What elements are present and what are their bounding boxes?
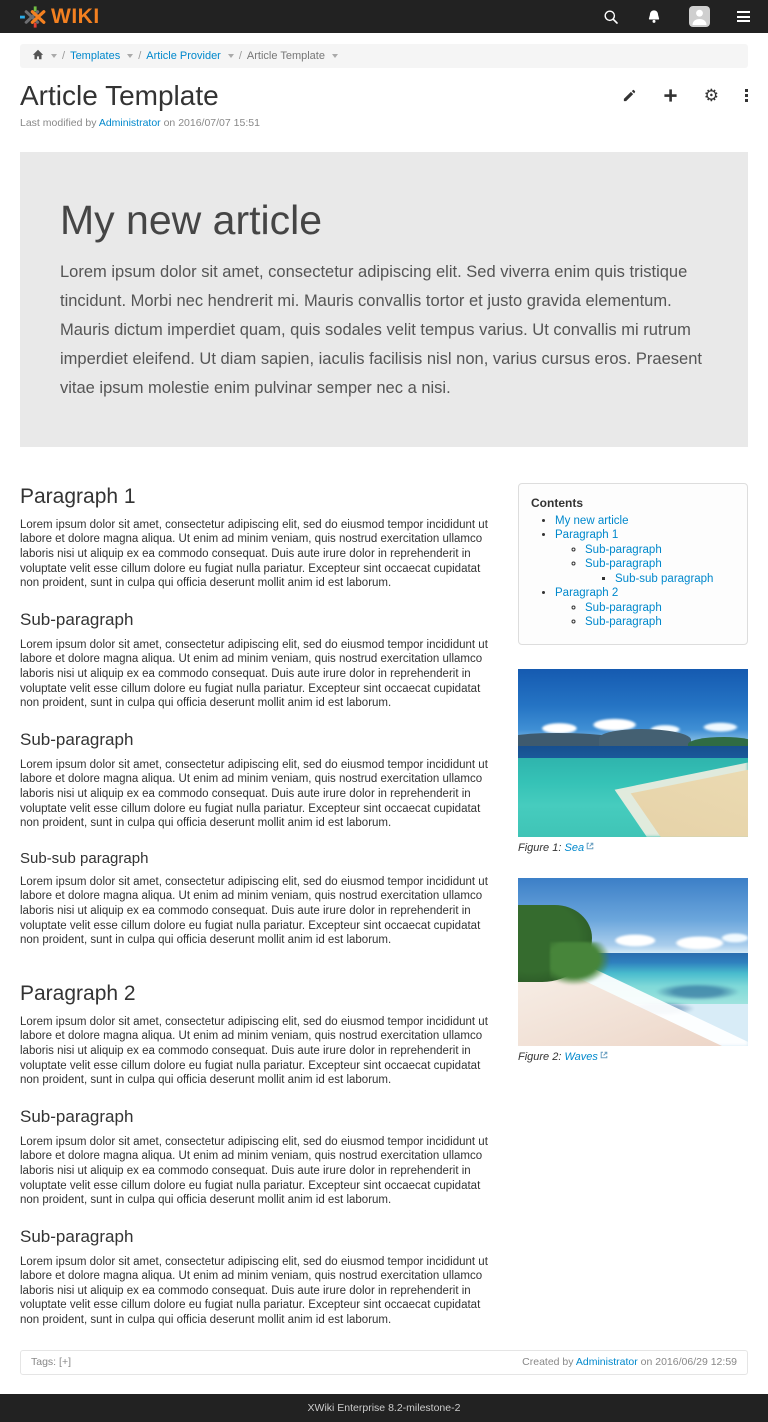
bell-icon[interactable] — [646, 9, 662, 25]
figure-waves — [518, 878, 748, 1063]
more-options-icon[interactable] — [745, 89, 748, 102]
section-heading-6: Sub-paragraph — [20, 1226, 134, 1246]
gear-icon[interactable]: ⚙ — [703, 86, 719, 105]
toc-item — [585, 615, 737, 630]
external-link-icon — [600, 1051, 608, 1059]
toc-item — [585, 557, 737, 586]
top-navbar — [0, 0, 768, 33]
toc-item — [615, 572, 737, 587]
toc-item — [585, 601, 737, 616]
modified-user-link[interactable]: Administrator — [98, 116, 161, 129]
hero-title: My new article — [60, 196, 323, 243]
document-footer-bar — [20, 1350, 748, 1375]
figure-sea — [518, 669, 748, 854]
toc-link[interactable]: Paragraph 2 — [555, 587, 619, 600]
external-link-icon — [586, 842, 594, 850]
created-by-line: Created by Administrator on 2016/06/29 12:59 — [522, 1356, 737, 1369]
section-heading-3: Sub-sub paragraph — [20, 849, 149, 867]
figure-sea-link[interactable]: Sea — [564, 841, 585, 854]
add-plus-icon[interactable] — [663, 88, 678, 103]
edit-pencil-icon[interactable] — [622, 88, 637, 103]
section-body-6: Lorem ipsum dolor sit amet, consectetur adipiscing elit, sed do eiusmod tempor incididunt ut labore et dolore magna aliqua. Ut enim ad minim veniam, quis nostrud exercitation ullamco laboris nisi ut aliquip ex ea commodo consequat. Duis aute irure dolor in reprehenderit in voluptate velit esse cillum dolore eu fugiat nulla pariatur. Excepteur sint occaecat cupidatat non proident, sunt in culpa qui officia deserunt mollit anim id est laborum. — [20, 1255, 488, 1327]
page-content — [0, 81, 768, 1328]
contents-panel — [518, 483, 748, 645]
breadcrumb-caret-icon[interactable] — [127, 54, 133, 58]
article-sidebar — [518, 483, 748, 1063]
breadcrumb-caret-icon[interactable] — [332, 54, 338, 58]
toc-item — [555, 586, 737, 630]
hamburger-menu-icon[interactable] — [737, 11, 750, 22]
toc-item — [555, 528, 737, 586]
toc-link[interactable]: Sub-paragraph — [585, 601, 662, 614]
section-body-2: Lorem ipsum dolor sit amet, consectetur adipiscing elit, sed do eiusmod tempor incididunt ut labore et dolore magna aliqua. Ut enim ad minim veniam, quis nostrud exercitation ullamco laboris nisi ut aliquip ex ea commodo consequat. Duis aute irure dolor in reprehenderit in voluptate velit esse cillum dolore eu fugiat nulla pariatur. Excepteur sint occaecat cupidatat non proident, sunt in culpa qui officia deserunt mollit anim id est laborum. — [20, 758, 488, 830]
page-title: Article Template — [20, 80, 219, 111]
toc-item — [585, 543, 737, 558]
toc-link[interactable]: Sub-sub paragraph — [615, 572, 714, 585]
breadcrumb-item-templates[interactable]: Templates — [70, 50, 121, 62]
section-heading-1: Sub-paragraph — [20, 609, 134, 629]
breadcrumb-item-current: Article Template — [246, 50, 325, 62]
user-avatar[interactable] — [689, 6, 710, 27]
toc-link[interactable]: Sub-paragraph — [585, 558, 662, 571]
section-body-3: Lorem ipsum dolor sit amet, consectetur adipiscing elit, sed do eiusmod tempor incididunt ut labore et dolore magna aliqua. Ut enim ad minim veniam, quis nostrud exercitation ullamco laboris nisi ut aliquip ex ea commodo consequat. Duis aute irure dolor in reprehenderit in voluptate velit esse cillum dolore eu fugiat nulla pariatur. Excepteur sint occaecat cupidatat non proident, sunt in culpa qui officia deserunt mollit anim id est laborum. — [20, 875, 488, 947]
xwiki-logo-text: WIKI — [51, 5, 100, 28]
breadcrumb-caret-icon[interactable] — [51, 54, 57, 58]
breadcrumb-home-icon[interactable] — [32, 49, 44, 63]
figure-waves-link[interactable]: Waves — [564, 1050, 598, 1063]
contents-title: Contents — [531, 495, 583, 510]
article-body — [20, 483, 498, 1328]
toc-list — [531, 514, 737, 630]
breadcrumb-item-article-provider[interactable]: Article Provider — [146, 50, 221, 62]
section-heading-4: Paragraph 2 — [20, 981, 136, 1005]
article-hero — [20, 152, 748, 447]
breadcrumb: / Templates / Article Provider / Article Template — [20, 44, 748, 68]
search-icon[interactable] — [603, 9, 619, 25]
last-modified-line: Last modified by Administrator on 2016/07/07 15:51 — [20, 116, 260, 129]
toc-link[interactable]: My new article — [555, 514, 629, 527]
hero-text: Lorem ipsum dolor sit amet, consectetur adipiscing elit. Sed viverra enim quis tristique tincidunt. Morbi nec hendrerit mi. Mauris convallis tortor et justo gravida elementum. Mauris dictum imperdiet quam, quis sodales velit tempus varius. Ut convallis mi rutrum imperdiet eleifend. Ut diam sapien, iaculis facilisis nisl non, varius cursus eros. Praesent vitae ipsum molestie enim pulvinar semper nec a nisi. — [60, 262, 702, 397]
waves-beach-image — [518, 878, 748, 1046]
section-heading-0: Paragraph 1 — [20, 484, 136, 508]
app-footer — [0, 1394, 768, 1422]
tags-section: Tags: [+] — [31, 1356, 71, 1369]
section-body-4: Lorem ipsum dolor sit amet, consectetur adipiscing elit, sed do eiusmod tempor incididunt ut labore et dolore magna aliqua. Ut enim ad minim veniam, quis nostrud exercitation ullamco laboris nisi ut aliquip ex ea commodo consequat. Duis aute irure dolor in reprehenderit in voluptate velit esse cillum dolore eu fugiat nulla pariatur. Excepteur sint occaecat cupidatat non proident, sunt in culpa qui officia deserunt mollit anim id est laborum. — [20, 1015, 488, 1087]
toc-item — [555, 514, 737, 529]
section-body-5: Lorem ipsum dolor sit amet, consectetur adipiscing elit, sed do eiusmod tempor incididunt ut labore et dolore magna aliqua. Ut enim ad minim veniam, quis nostrud exercitation ullamco laboris nisi ut aliquip ex ea commodo consequat. Duis aute irure dolor in reprehenderit in voluptate velit esse cillum dolore eu fugiat nulla pariatur. Excepteur sint occaecat cupidatat non proident, sunt in culpa qui officia deserunt mollit anim id est laborum. — [20, 1135, 488, 1207]
version-label: XWiki Enterprise 8.2-milestone-2 — [307, 1401, 461, 1414]
figure-waves-caption: Figure 2: Waves — [518, 1051, 748, 1063]
section-heading-5: Sub-paragraph — [20, 1106, 134, 1126]
toc-link[interactable]: Sub-paragraph — [585, 616, 662, 629]
toc-link[interactable]: Paragraph 1 — [555, 529, 619, 542]
xwiki-logo[interactable] — [20, 5, 100, 29]
add-tag-button[interactable]: [+] — [59, 1356, 71, 1369]
section-heading-2: Sub-paragraph — [20, 729, 134, 749]
breadcrumb-caret-icon[interactable] — [228, 54, 234, 58]
xwiki-logo-mark-icon — [20, 5, 50, 29]
sea-beach-image — [518, 669, 748, 837]
created-user-link[interactable]: Administrator — [575, 1356, 638, 1369]
section-body-0: Lorem ipsum dolor sit amet, consectetur adipiscing elit, sed do eiusmod tempor incididunt ut labore et dolore magna aliqua. Ut enim ad minim veniam, quis nostrud exercitation ullamco laboris nisi ut aliquip ex ea commodo consequat. Duis aute irure dolor in reprehenderit in voluptate velit esse cillum dolore eu fugiat nulla pariatur. Excepteur sint occaecat cupidatat non proident, sunt in culpa qui officia deserunt mollit anim id est laborum. — [20, 518, 488, 590]
avatar-icon — [689, 6, 710, 27]
figure-sea-caption: Figure 1: Sea — [518, 842, 748, 854]
toc-link[interactable]: Sub-paragraph — [585, 543, 662, 556]
section-body-1: Lorem ipsum dolor sit amet, consectetur adipiscing elit, sed do eiusmod tempor incididunt ut labore et dolore magna aliqua. Ut enim ad minim veniam, quis nostrud exercitation ullamco laboris nisi ut aliquip ex ea commodo consequat. Duis aute irure dolor in reprehenderit in voluptate velit esse cillum dolore eu fugiat nulla pariatur. Excepteur sint occaecat cupidatat non proident, sunt in culpa qui officia deserunt mollit anim id est laborum. — [20, 638, 488, 710]
